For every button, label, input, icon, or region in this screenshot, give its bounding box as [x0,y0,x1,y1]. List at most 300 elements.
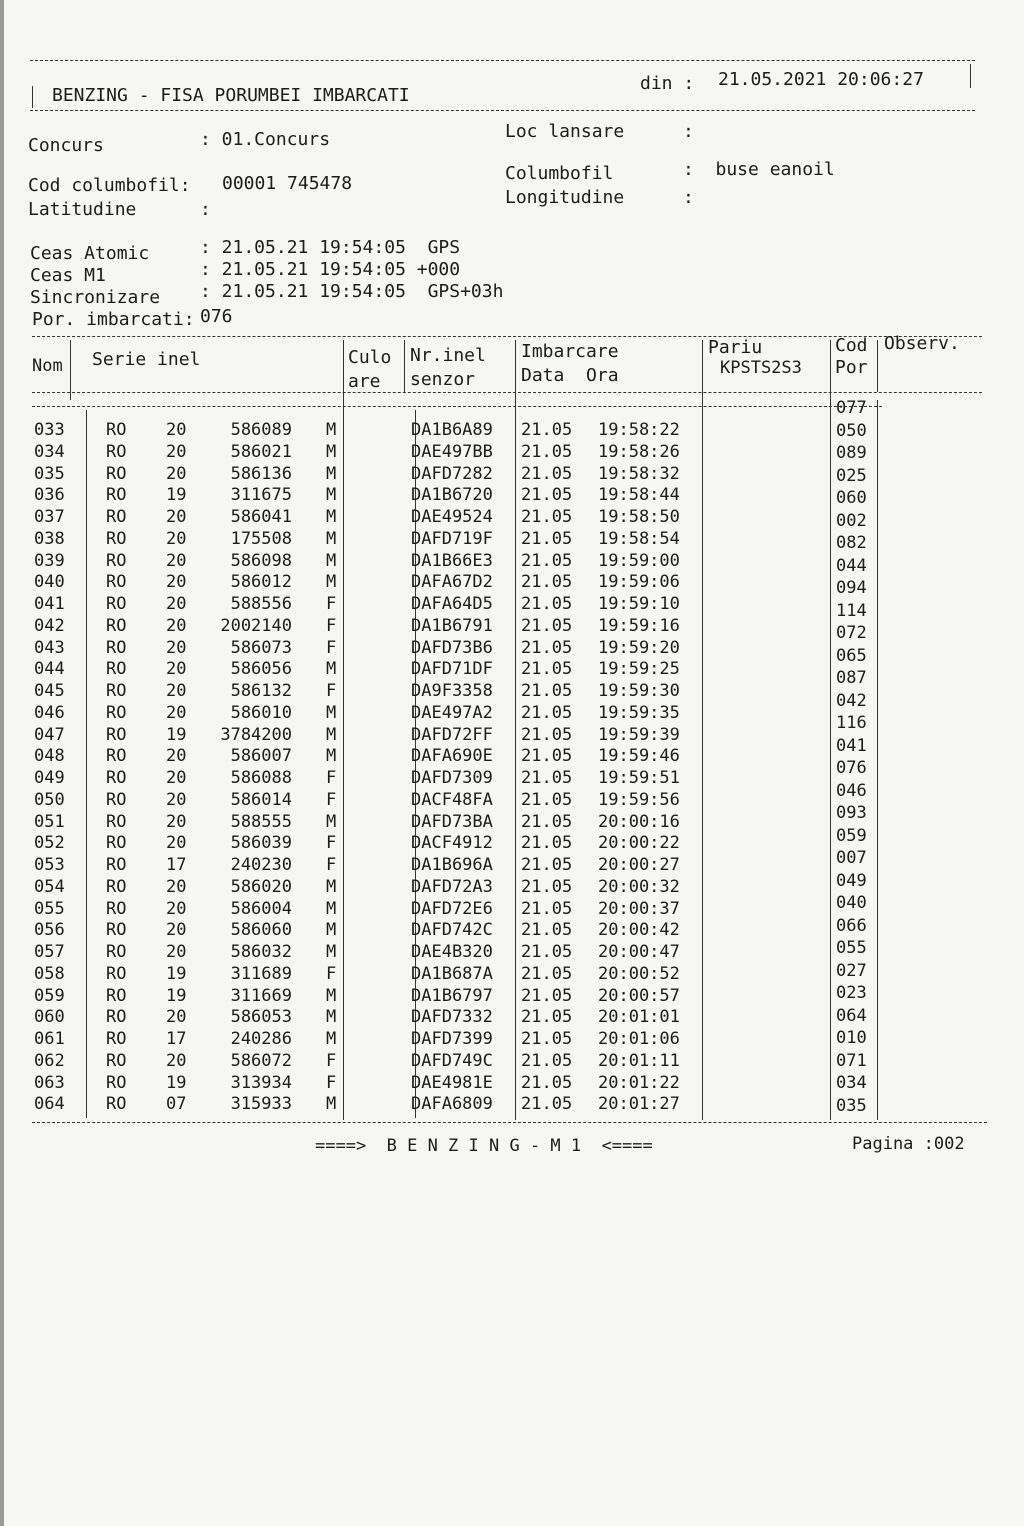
columbofil-label: Columbofil [505,163,614,184]
boarding-date: 21.05 [521,963,573,984]
ring-country: RO [106,898,127,919]
ring-year: 20 [166,594,187,614]
ring-year: 19 [166,1072,187,1093]
sex-code: M [326,572,337,593]
boarding-date: 21.05 [521,594,573,614]
ring-year: 19 [166,963,187,984]
cod-por-value: 060 [836,488,867,508]
sensor-id: DAFD73BA [411,811,493,832]
col-header-nr-inel: Nr.inel [410,345,486,366]
ring-year: 20 [166,1050,187,1071]
row-number: 061 [34,1029,65,1049]
row-number: 049 [34,768,65,788]
boarding-date: 21.05 [521,1029,573,1049]
ring-country: RO [106,746,127,767]
cod-por-value: 082 [836,533,867,553]
boarding-time: 20:00:42 [598,920,680,941]
table-row [0,593,1024,615]
cod-por-value: 089 [836,443,867,463]
loc-lansare-label: Loc lansare [505,121,625,142]
ring-number: 313934 [230,1072,292,1093]
sex-code: M [326,1007,337,1028]
page-number: Pagina :002 [852,1134,965,1154]
row-number: 060 [34,1007,65,1028]
boarding-time: 19:58:22 [598,420,680,440]
boarding-date: 21.05 [521,420,573,440]
sex-code: F [326,855,337,875]
table-row [0,528,1024,550]
sex-code: M [326,550,337,571]
ring-number: 586004 [230,898,292,919]
ring-number: 586041 [230,507,292,527]
sex-code: M [326,702,337,723]
row-number: 054 [34,876,65,897]
sensor-id: DAFD7399 [411,1029,493,1049]
ring-number: 3784200 [220,724,292,745]
latitudine-value: : [200,199,211,220]
col-header-cod: Cod [835,335,868,356]
row-number: 057 [34,942,65,962]
sex-code: F [326,681,337,701]
ring-number: 586098 [230,550,292,571]
ring-number: 586136 [230,463,292,484]
ceas-m1-label: Ceas M1 [30,265,106,286]
boarding-date: 21.05 [521,637,573,658]
ring-country: RO [106,594,127,614]
sensor-id: DAFA690E [411,746,493,767]
sensor-id: DA1B66E3 [411,550,493,571]
ring-year: 20 [166,441,187,462]
ring-number: 240286 [230,1029,292,1049]
row-number: 058 [34,963,65,984]
table-row [0,854,1024,876]
sensor-id: DAFD72A3 [411,876,493,897]
sensor-id: DA9F3358 [411,681,493,701]
ring-number: 586021 [230,441,292,462]
boarding-date: 21.05 [521,463,573,484]
cod-por-value: 076 [836,758,867,778]
boarding-date: 21.05 [521,441,573,462]
sensor-id: DAFD719F [411,528,493,549]
ring-country: RO [106,876,127,897]
ring-country: RO [106,768,127,788]
ring-number: 240230 [230,855,292,875]
ring-number: 586010 [230,702,292,723]
row-number: 055 [34,898,65,919]
boarding-time: 20:01:22 [598,1072,680,1093]
ring-year: 20 [166,702,187,723]
ring-country: RO [106,637,127,658]
report-title: BENZING - FISA PORUMBEI IMBARCATI [52,85,410,106]
ring-country: RO [106,833,127,854]
sincronizare-label: Sincronizare [30,287,161,308]
boarding-date: 21.05 [521,920,573,941]
table-row [0,484,1024,506]
header-top-rule [30,60,975,61]
sensor-id: DA1B687A [411,963,493,984]
sensor-id: DACF4912 [411,833,493,854]
ring-number: 588556 [230,594,292,614]
sensor-id: DAFD72E6 [411,898,493,919]
ring-country: RO [106,681,127,701]
cod-por-value: 044 [836,555,867,576]
ring-number: 586088 [230,768,292,788]
sensor-id: DAFA6809 [411,1094,493,1115]
din-value: 21.05.2021 20:06:27 [718,69,924,90]
row-number: 033 [34,420,65,440]
col-sep-culo [404,340,405,392]
ring-year: 20 [166,507,187,527]
ring-number: 586014 [230,789,292,810]
boarding-time: 20:01:01 [598,1007,680,1028]
table-row [0,463,1024,485]
col-sep-nom [70,340,71,400]
ring-number: 586007 [230,746,292,767]
sex-code: M [326,485,337,506]
cod-por-value: 116 [836,713,867,733]
boarding-date: 21.05 [521,876,573,897]
ring-country: RO [106,420,127,440]
boarding-time: 19:59:56 [598,789,680,810]
ring-year: 20 [166,420,187,440]
cod-por-value: 023 [836,983,867,1003]
table-row [0,1050,1024,1072]
row-number: 056 [34,920,65,941]
row-number: 037 [34,507,65,527]
row-number: 048 [34,746,65,767]
concurs-label: Concurs [28,135,104,156]
boarding-date: 21.05 [521,789,573,810]
sex-code: F [326,768,337,788]
sex-code: M [326,507,337,527]
sex-code: F [326,615,337,636]
table-row [0,941,1024,963]
row-number: 051 [34,811,65,832]
sex-code: M [326,1094,337,1115]
sex-code: M [326,441,337,462]
boarding-date: 21.05 [521,1007,573,1028]
ring-country: RO [106,485,127,506]
boarding-time: 19:59:30 [598,681,680,701]
ring-country: RO [106,811,127,832]
boarding-date: 21.05 [521,1094,573,1115]
boarding-time: 20:01:11 [598,1050,680,1071]
boarding-time: 20:00:27 [598,855,680,875]
boarding-time: 20:01:27 [598,1094,680,1115]
cod-por-value: 066 [836,915,867,936]
table-row [0,724,1024,746]
ring-country: RO [106,724,127,745]
table-body-top-rule [32,406,882,407]
ring-number: 586032 [230,942,292,962]
loc-lansare-value: : [683,121,694,142]
ring-number: 586072 [230,1050,292,1071]
boarding-date: 21.05 [521,1050,573,1071]
ring-country: RO [106,550,127,571]
table-row [0,745,1024,767]
ceas-m1-value: : 21.05.21 19:54:05 +000 [200,259,461,280]
sensor-id: DA1B6720 [411,485,493,506]
ring-number: 175508 [230,528,292,549]
cod-por-value: 059 [836,825,867,846]
row-number: 041 [34,594,65,614]
cod-por-value: 072 [836,623,867,643]
row-number: 063 [34,1072,65,1093]
ring-year: 19 [166,724,187,745]
table-bottom-rule [32,1122,987,1123]
ring-number: 2002140 [220,615,292,636]
ring-number: 586056 [230,659,292,680]
sensor-id: DAFD7282 [411,463,493,484]
ring-country: RO [106,615,127,636]
ring-year: 20 [166,789,187,810]
cod-por-value: 002 [836,510,867,531]
table-row [0,1006,1024,1028]
boarding-date: 21.05 [521,898,573,919]
ring-year: 19 [166,985,187,1006]
sensor-id: DAE4981E [411,1072,493,1093]
sex-code: F [326,637,337,658]
ring-year: 20 [166,768,187,788]
ring-number: 311669 [230,985,292,1006]
sensor-id: DAE497BB [411,441,493,462]
boarding-time: 19:58:54 [598,528,680,549]
sex-code: M [326,1029,337,1049]
boarding-time: 19:59:10 [598,594,680,614]
boarding-time: 19:59:46 [598,746,680,767]
col-header-imbarcare: Imbarcare [521,341,619,362]
sex-code: F [326,1050,337,1071]
boarding-time: 19:59:39 [598,724,680,745]
sex-code: M [326,659,337,680]
ring-country: RO [106,528,127,549]
sensor-id: DA1B696A [411,855,493,875]
table-row [0,876,1024,898]
boarding-time: 19:59:35 [598,702,680,723]
table-row [0,615,1024,637]
longitudine-label: Longitudine [505,187,625,208]
boarding-date: 21.05 [521,833,573,854]
table-row [0,680,1024,702]
sex-code: M [326,724,337,745]
din-label: din : [640,73,695,94]
ring-number: 311675 [230,485,292,506]
cod-por-value: 065 [836,645,867,666]
boarding-date: 21.05 [521,985,573,1006]
ring-year: 20 [166,833,187,854]
ring-year: 20 [166,659,187,680]
sex-code: F [326,594,337,614]
ring-country: RO [106,985,127,1006]
ring-year: 20 [166,920,187,941]
ring-year: 20 [166,463,187,484]
ring-year: 20 [166,572,187,593]
ring-year: 20 [166,681,187,701]
sensor-id: DAE497A2 [411,702,493,723]
ring-number: 586132 [230,681,292,701]
ring-country: RO [106,507,127,527]
table-row [0,919,1024,941]
boarding-date: 21.05 [521,702,573,723]
boarding-date: 21.05 [521,855,573,875]
ring-year: 20 [166,528,187,549]
ring-country: RO [106,1050,127,1071]
header-right-bar [970,64,971,88]
ring-country: RO [106,659,127,680]
sensor-id: DAFD7332 [411,1007,493,1028]
sensor-id: DA1B6A89 [411,420,493,440]
ring-country: RO [106,963,127,984]
row-number: 039 [34,550,65,571]
ring-country: RO [106,1029,127,1049]
cod-por-value: 046 [836,780,867,801]
cod-columbofil-value: 00001 745478 [222,173,353,194]
row-number: 059 [34,985,65,1006]
cod-por-value: 114 [836,600,867,621]
col-header-pariu: Pariu [708,337,763,358]
por-imbarcati-value: 076 [200,306,233,327]
ring-year: 20 [166,550,187,571]
ring-number: 315933 [230,1094,292,1115]
row-number: 038 [34,528,65,549]
boarding-time: 20:00:32 [598,876,680,897]
cod-por-value: 055 [836,938,867,958]
table-row [0,811,1024,833]
boarding-date: 21.05 [521,485,573,506]
sex-code: M [326,811,337,832]
sex-code: M [326,898,337,919]
ring-country: RO [106,920,127,941]
sensor-id: DACF48FA [411,789,493,810]
cod-por-value: 087 [836,668,867,688]
latitudine-label: Latitudine [28,199,137,220]
table-row [0,789,1024,811]
row-number: 035 [34,463,65,484]
sensor-id: DAFA64D5 [411,594,493,614]
ring-year: 20 [166,811,187,832]
boarding-time: 20:00:52 [598,963,680,984]
por-imbarcati-label: Por. imbarcati: [32,309,195,330]
cod-por-value: 093 [836,803,867,823]
boarding-date: 21.05 [521,659,573,680]
table-row [0,506,1024,528]
ring-year: 20 [166,876,187,897]
ring-country: RO [106,702,127,723]
ring-year: 07 [166,1094,187,1115]
table-header-bottom-rule [32,392,982,393]
boarding-time: 20:01:06 [598,1029,680,1049]
columbofil-value: : buse eanoil [683,159,835,180]
boarding-time: 19:59:51 [598,768,680,788]
ring-number: 586020 [230,876,292,897]
row-number: 034 [34,441,65,462]
sensor-id: DAFD749C [411,1050,493,1071]
col-header-senzor: senzor [410,369,476,390]
ring-country: RO [106,855,127,875]
sex-code: F [326,833,337,854]
cod-por-value: 034 [836,1073,867,1093]
ring-year: 19 [166,485,187,506]
cod-por-value: 027 [836,960,867,981]
ring-number: 586039 [230,833,292,854]
sex-code: M [326,463,337,484]
ceas-atomic-value: : 21.05.21 19:54:05 GPS [200,237,461,258]
table-row [0,637,1024,659]
sensor-id: DAFD742C [411,920,493,941]
ceas-atomic-label: Ceas Atomic [30,243,150,264]
boarding-date: 21.05 [521,615,573,636]
row-number: 053 [34,855,65,875]
boarding-date: 21.05 [521,1072,573,1093]
boarding-date: 21.05 [521,572,573,593]
table-row [0,550,1024,572]
boarding-time: 19:58:50 [598,507,680,527]
table-row [0,985,1024,1007]
cod-por-value: 050 [836,420,867,441]
col-header-data-ora: Data Ora [521,365,619,386]
sensor-id: DAFA67D2 [411,572,493,593]
ring-country: RO [106,463,127,484]
row-number: 043 [34,637,65,658]
sensor-id: DAE4B320 [411,942,493,962]
sex-code: M [326,528,337,549]
table-row [0,898,1024,920]
sensor-id: DA1B6791 [411,615,493,636]
boarding-date: 21.05 [521,746,573,767]
ring-year: 20 [166,637,187,658]
cod-por-value: 077 [836,398,867,418]
row-number: 050 [34,789,65,810]
cod-por-value: 042 [836,690,867,711]
row-number: 036 [34,485,65,506]
cod-por-value: 094 [836,578,867,598]
boarding-time: 19:59:20 [598,637,680,658]
table-row [0,1072,1024,1094]
sex-code: M [326,746,337,767]
row-number: 045 [34,681,65,701]
ring-country: RO [106,572,127,593]
sincronizare-value: : 21.05.21 19:54:05 GPS+03h [200,281,504,302]
col-sep-cod [877,340,878,392]
cod-por-value: 010 [836,1028,867,1048]
boarding-date: 21.05 [521,550,573,571]
ring-year: 17 [166,855,187,875]
boarding-time: 19:58:32 [598,463,680,484]
boarding-time: 19:59:25 [598,659,680,680]
table-row [0,702,1024,724]
ring-country: RO [106,1094,127,1115]
table-row [0,658,1024,680]
sensor-id: DA1B6797 [411,985,493,1006]
ring-number: 311689 [230,963,292,984]
boarding-time: 19:59:00 [598,550,680,571]
boarding-time: 19:59:16 [598,615,680,636]
ring-year: 20 [166,942,187,962]
col-header-observ: Observ. [884,333,960,354]
row-number: 062 [34,1050,65,1071]
boarding-date: 21.05 [521,507,573,527]
col-header-kpsts: KPSTS2S3 [720,358,802,378]
sex-code: M [326,876,337,897]
boarding-time: 19:59:06 [598,572,680,593]
boarding-time: 19:58:44 [598,485,680,506]
ring-year: 20 [166,1007,187,1028]
cod-por-value: 040 [836,893,867,913]
concurs-value: : 01.Concurs [200,129,331,150]
col-header-nom: Nom [32,356,63,376]
sex-code: F [326,789,337,810]
footer-banner: ====> B E N Z I N G - M 1 <==== [315,1136,653,1156]
